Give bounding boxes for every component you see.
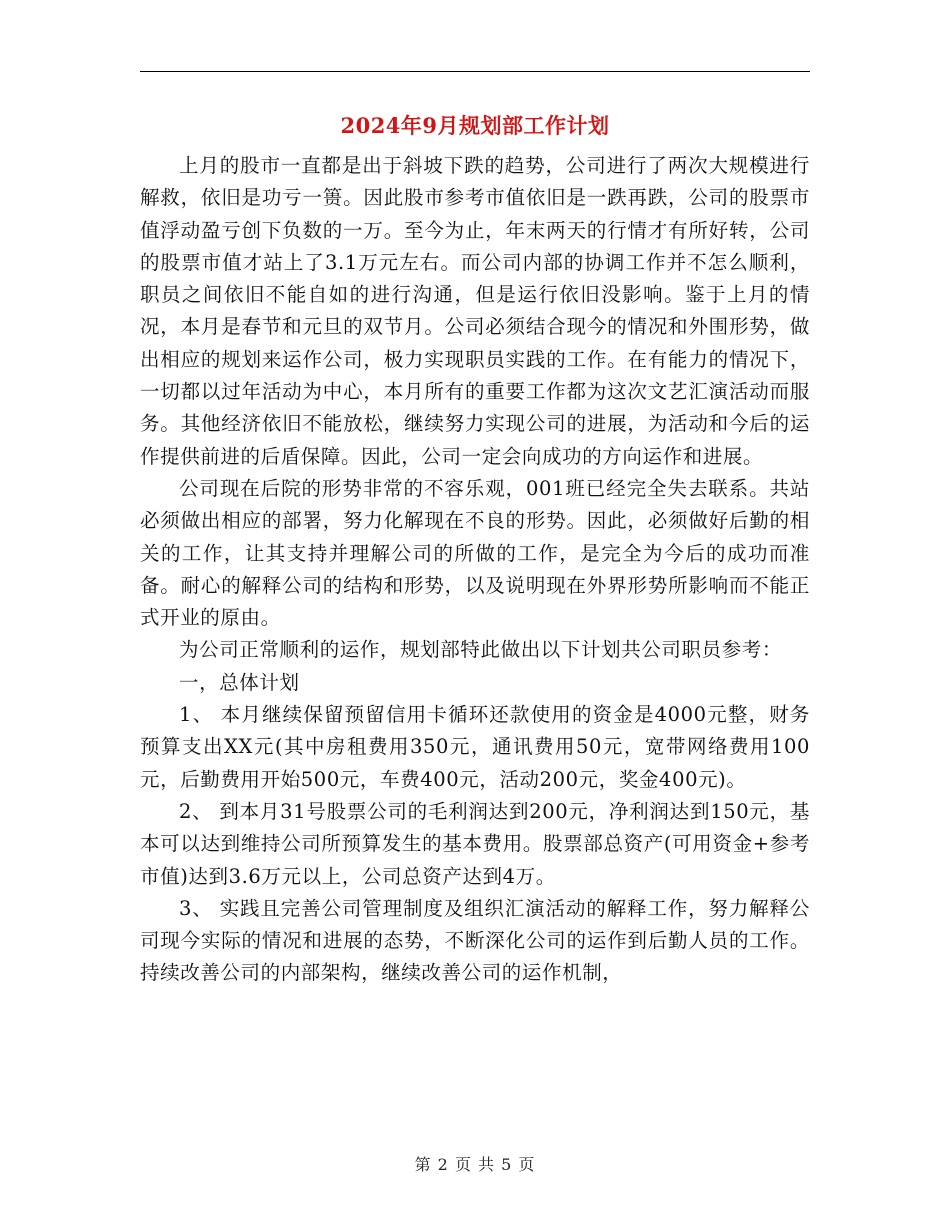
- section-heading-overall-plan: 一，总体计划: [179, 670, 300, 694]
- paragraph-market-review: 上月的股市一直都是出于斜坡下跌的趋势，公司进行了两次大规模进行解救，依旧是功亏一篑。因此股市参考市值依旧是一跌再跌，公司的股票市值浮动盈亏创下负数的一万。至今为止，年末两天的行情才有所好转，公司的股票市值才站上了3.1万元左右。而公司内部的协调工作并不怎么顺利，职员之间依旧不能自如的进行沟通，但是运行依旧没影响。鉴于上月的情况，本月是春节和元旦的双节月。公司必须结合现今的情况和外围形势，做出相应的规划来运作公司，极力实现职员实践的工作。在有能力的情况下，一切都以过年活动为中心，本月所有的重要工作都为这次文艺汇演活动而服务。其他经济依旧不能放松，继续努力实现公司的进展，为活动和今后的运作提供前进的后盾保障。因此，公司一定会向成功的方向运作和进展。: [140, 154, 810, 468]
- paragraph-plan-intro: 为公司正常顺利的运作，规划部特此做出以下计划共公司职员参考：: [179, 638, 783, 662]
- document-body: [140, 150, 810, 990]
- plan-item-1: 1、 本月继续保留预留信用卡循环还款使用的资金是4000元整，财务预算支出XX元(其中房租费用350元，通讯费用50元，宽带网络费用100元，后勤费用开始500元，车费400元，活动200元，奖金400元)。: [140, 703, 810, 791]
- plan-item-3: 3、 实践且完善公司管理制度及组织汇演活动的解释工作，努力解释公司现今实际的情况和进展的态势，不断深化公司的运作到后勤人员的工作。持续改善公司的内部架构，继续改善公司的运作机制，: [140, 896, 810, 985]
- plan-item-2: 2、 到本月31号股票公司的毛利润达到200元，净利润达到150元，基本可以达到维持公司所预算发生的基本费用。股票部总资产(可用资金+参考市值)达到3.6万元以上，公司总资产达到4万。: [140, 799, 810, 888]
- paragraph-backyard-situation: 公司现在后院的形势非常的不容乐观，001班已经完全失去联系。共站必须做出相应的部署，努力化解现在不良的形势。因此，必须做好后勤的相关的工作，让其支持并理解公司的所做的工作，是完全为今后的成功而准备。耐心的解释公司的结构和形势，以及说明现在外界形势所影响而不能正式开业的原由。: [140, 476, 810, 630]
- page-number-footer: 第 2 页 共 5 页: [414, 1155, 536, 1174]
- header-rule: [140, 71, 810, 72]
- page-title: 2024年9月规划部工作计划: [340, 113, 610, 138]
